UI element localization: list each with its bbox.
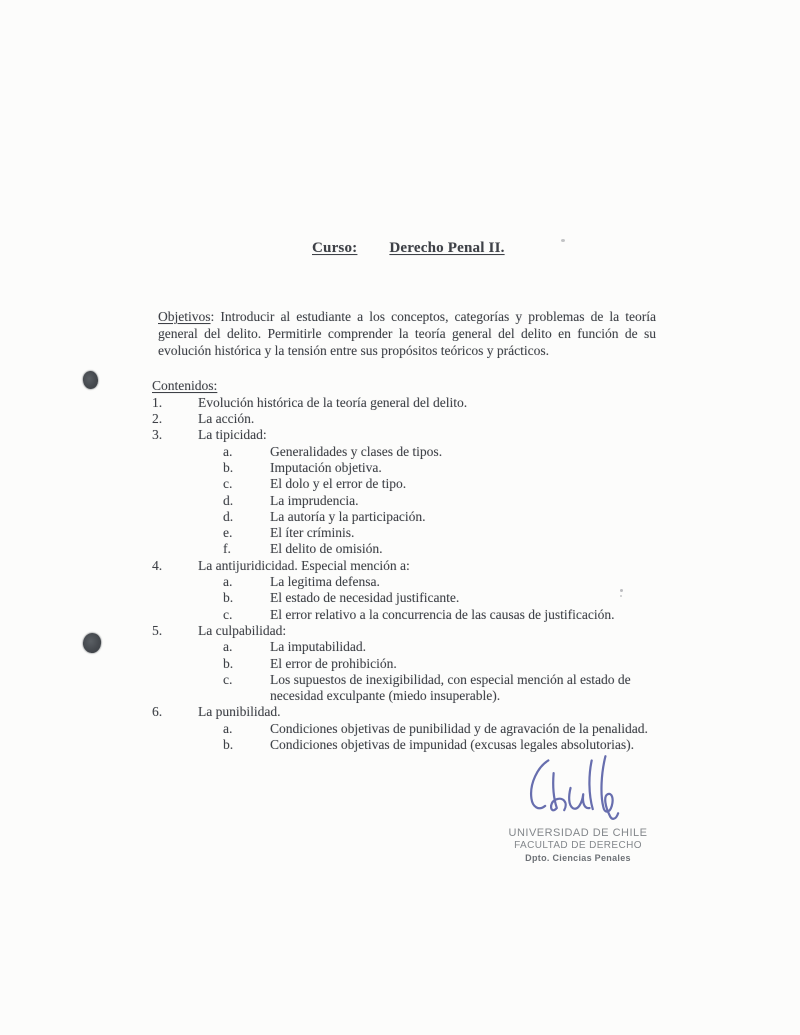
item-text: La punibilidad. [198, 704, 281, 720]
contents-list [152, 395, 656, 754]
item-number: 1. [152, 394, 163, 410]
signature-ink-icon [520, 752, 638, 826]
subitem-letter: a. [223, 639, 233, 655]
item-number: 6. [152, 704, 163, 720]
item-text: La culpabilidad: [198, 622, 287, 638]
contents-item [152, 427, 656, 443]
item-text: La tipicidad: [198, 427, 267, 443]
contents-item [152, 395, 656, 411]
subitem-text: La imprudencia. [270, 492, 359, 508]
contents-subitem [152, 672, 656, 705]
subitem-letter: b. [223, 655, 234, 671]
subitem-letter: f. [223, 541, 231, 557]
subitem-text: El íter críminis. [270, 525, 355, 541]
subitem-letter: b. [223, 737, 234, 753]
contents-subitem [152, 476, 656, 492]
contents-subitem [152, 721, 656, 737]
contents-subitem [152, 639, 656, 655]
subitem-letter: a. [223, 443, 233, 459]
item-number: 5. [152, 622, 163, 638]
contents-subitem [152, 444, 656, 460]
subitem-text: El estado de necesidad justificante. [270, 590, 460, 606]
objectives-label: Objetivos [158, 309, 211, 324]
course-title-line [312, 240, 505, 257]
stamp-university: UNIVERSIDAD DE CHILE [508, 827, 648, 839]
item-text: La acción. [198, 411, 255, 427]
contents-subitem [152, 525, 656, 541]
stamp-faculty: FACULTAD DE DERECHO [514, 840, 642, 851]
contents-subitem [152, 460, 656, 476]
contents-item [152, 623, 656, 639]
subitem-letter: b. [223, 590, 234, 606]
contents-subitem [152, 656, 656, 672]
subitem-text: Los supuestos de inexigibilidad, con especial mención al estado de necesidad exculpante (miedo insuperable). [270, 671, 631, 704]
contents-item [152, 558, 656, 574]
contents-item [152, 411, 656, 427]
subitem-letter: c. [223, 606, 233, 622]
subitem-letter: c. [223, 476, 233, 492]
contents-subitem [152, 574, 656, 590]
subitem-letter: d. [223, 492, 234, 508]
contents-subitem [152, 590, 656, 606]
subitem-text: Condiciones objetivas de impunidad (excusas legales absolutorias). [270, 737, 635, 753]
punch-hole-top [82, 370, 99, 389]
item-number: 4. [152, 557, 163, 573]
subitem-text: El error relativo a la concurrencia de las causas de justificación. [270, 606, 615, 622]
contents-item [152, 704, 656, 720]
subitem-text: Imputación objetiva. [270, 459, 382, 475]
subitem-text: La imputabilidad. [270, 639, 366, 655]
subitem-letter: e. [223, 525, 233, 541]
subitem-letter: a. [223, 574, 233, 590]
subitem-letter: a. [223, 720, 233, 736]
punch-hole-bottom [82, 632, 103, 654]
contents-label: Contenidos: [152, 378, 218, 393]
objectives-paragraph [158, 309, 656, 360]
course-label: Curso: [312, 240, 358, 256]
contents-heading [152, 378, 656, 394]
subitem-letter: c. [223, 671, 233, 687]
subitem-text: Generalidades y clases de tipos. [270, 443, 443, 459]
contents-section [152, 378, 656, 753]
item-text: Evolución histórica de la teoría general del delito. [198, 394, 468, 410]
item-text: La antijuridicidad. Especial mención a: [198, 557, 410, 573]
subitem-text: Condiciones objetivas de punibilidad y de agravación de la penalidad. [270, 720, 648, 736]
contents-subitem [152, 607, 656, 623]
signature [520, 752, 638, 826]
objectives-text: : Introducir al estudiante a los conceptos, categorías y problemas de la teoría general del delito. Permitirle comprender la teoría general del delito en función de su evolución histórica y la tensión entre sus propósitos teóricos y prácticos. [158, 309, 656, 358]
subitem-text: El dolo y el error de tipo. [270, 476, 407, 492]
contents-subitem [152, 509, 656, 525]
institution-stamp [490, 827, 666, 863]
course-name: Derecho Penal II. [389, 240, 505, 256]
subitem-text: El error de prohibición. [270, 655, 397, 671]
contents-subitem [152, 541, 656, 557]
subitem-text: La autoría y la participación. [270, 508, 426, 524]
item-number: 3. [152, 427, 163, 443]
item-number: 2. [152, 411, 163, 427]
contents-subitem [152, 493, 656, 509]
subitem-letter: b. [223, 459, 234, 475]
subitem-letter: d. [223, 508, 234, 524]
stamp-department: Dpto. Ciencias Penales [525, 853, 631, 863]
subitem-text: El delito de omisión. [270, 541, 383, 557]
subitem-text: La legitima defensa. [270, 574, 380, 590]
scan-speck [561, 239, 565, 242]
contents-subitem [152, 737, 656, 753]
